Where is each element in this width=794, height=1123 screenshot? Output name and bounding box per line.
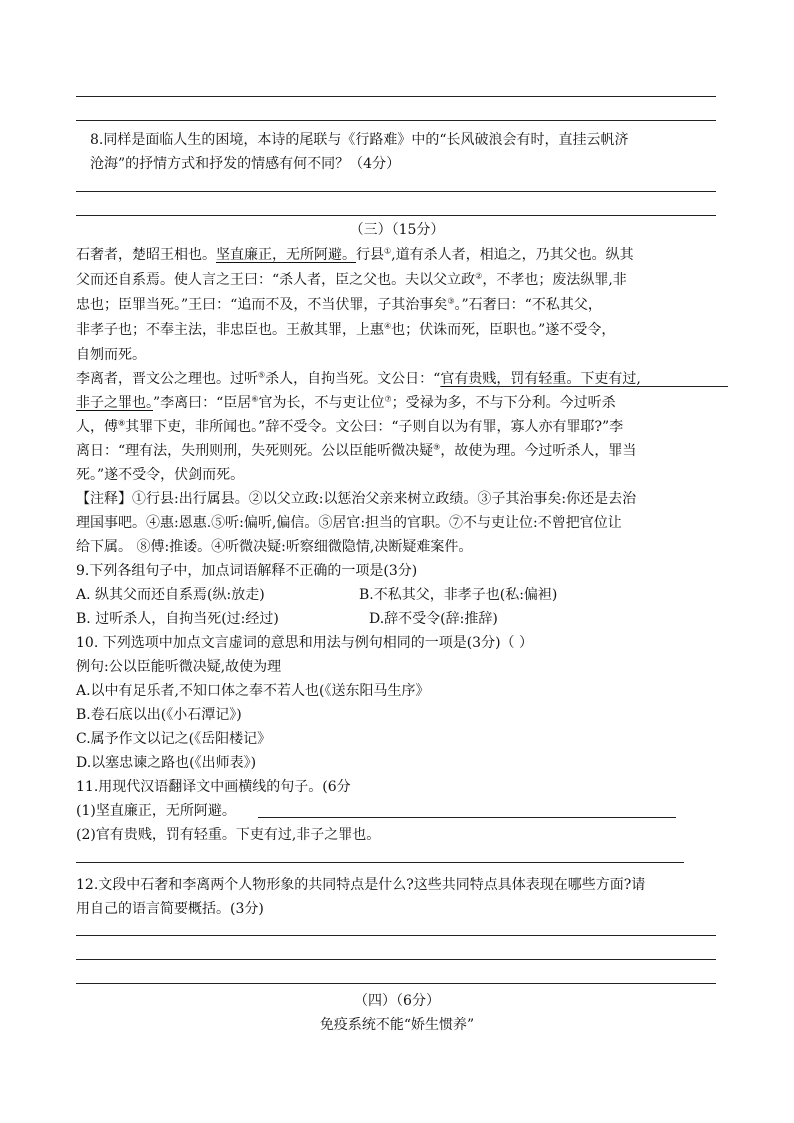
question-9-option-a: A. 纵其父而还自系焉(纵:放走)	[76, 587, 265, 603]
question-9-option-d: D.辞不受令(辞:推辞)	[369, 611, 498, 627]
answer-line	[76, 96, 716, 97]
notes-line: 【注释】①行县:出行属县。②以父立政:以惩治父亲来树立政绩。③子其治事矣:你还是去治	[76, 491, 637, 507]
section-3-header: （三）（15分）	[349, 222, 445, 238]
underline-extension	[470, 386, 728, 387]
underlined-sentence-2b: 非子之罪也。	[76, 395, 153, 411]
question-8-line2: 沧海”的抒情方式和抒发的情感有何不同？（4分）	[90, 156, 401, 172]
passage-1-line: 忠也；臣罪当死。”王曰：“追而不及，不当伏罪，子其治事矣③。”石奢曰：“不私其父，	[76, 296, 602, 313]
question-10-stem: 10. 下列选项中加点文言虚词的意思和用法与例句相同的一项是(3分)（ ）	[76, 635, 533, 651]
passage-1-line: 非孝子也；不奉主法，非忠臣也。王赦其罪，上惠④也；伏诛而死，臣职也。”遂不受令，	[76, 321, 616, 338]
question-10-option-c: C.属予作文以记之(《岳阳楼记》	[76, 731, 272, 747]
section-4-header: （四）（6分）	[354, 993, 440, 1009]
notes-line: 理国事吧。④惠:恩惠.⑤听:偏听,偏信。⑤居官:担当的官职。⑦不与吏让位:不曾把官位让	[76, 515, 622, 531]
question-10-option-d: D.以塞忠谏之路也(《出师表》)	[76, 755, 257, 771]
question-11-stem: 11.用现代汉语翻译文中画横线的句子。(6分	[76, 779, 351, 795]
answer-blank[interactable]	[258, 817, 676, 818]
passage-2-line: 非子之罪也。”李离曰：“臣居⑥官为长，不与吏让位⑦；受禄为多，不与下分利。今过听杀	[76, 394, 616, 411]
question-10-example: 例句:公以臣能听微决疑,故使为理	[76, 659, 282, 675]
passage-1-line: 自刎而死。	[76, 347, 146, 363]
question-8	[90, 128, 720, 176]
underlined-sentence-1: 坚直廉正，无所阿避。	[216, 247, 356, 263]
underlined-sentence-2: 官有贵贱，罚有轻重。下吏有过,	[440, 371, 641, 387]
question-9-stem: 9.下列各组句子中，加点词语解释不正确的一项是(3分)	[76, 563, 418, 579]
passage-1-line: 石奢者，楚昭王相也。坚直廉正，无所阿避。行县①,道有杀人者，相追之，乃其父也。纵其	[76, 246, 634, 263]
question-11-item-2: (2)官有贵贱，罚有轻重。下吏有过,非子之罪也。	[76, 827, 381, 843]
question-12-line2: 用自己的语言简要概括。(3分)	[76, 901, 264, 917]
answer-line	[76, 959, 716, 960]
answer-line	[76, 983, 716, 984]
answer-line	[76, 215, 716, 216]
question-9-option-b: B.不私其父，非孝子也(私:偏袒)	[359, 587, 558, 603]
answer-line	[76, 191, 716, 192]
question-8-line1: 8.同样是面临人生的困境，本诗的尾联与《行路难》中的“长风破浪会有时，直挂云帆济	[90, 132, 629, 148]
question-11-item-1: (1)坚直廉正，无所阿避。	[76, 803, 236, 819]
question-10-option-b: B.卷石底以出(《小石潭记》)	[76, 707, 242, 723]
answer-line	[76, 120, 716, 121]
question-10-option-a: A.以中有足乐者,不知口体之奉不若人也(《送东阳马生序》	[76, 683, 430, 699]
question-9-option-c: B. 过听杀人，自拘当死(过:经过)	[76, 611, 279, 627]
passage-2-line: 死。”遂不受令，伏剑而死。	[76, 467, 245, 483]
passage-1-line: 父而还自系焉。使人言之王曰：“杀人者，臣之父也。夫以父立政②，不孝也；废法纵罪,非	[76, 271, 627, 288]
notes-line: 给下属。 ⑧傅:推诿。④听微决疑:听察细微隐情,决断疑难案件。	[76, 539, 473, 555]
answer-line	[76, 935, 716, 936]
answer-blank[interactable]	[76, 862, 684, 863]
passage-2-line: 离日：“理有法，失刑则刑，失死则死。公以臣能听微决疑⑨，故使为理。今过听杀人，罪当	[76, 442, 637, 459]
question-12-line1: 12.文段中石奢和李离两个人物形象的共同特点是什么?这些共同特点具体表现在哪些方面?请	[76, 877, 646, 893]
passage-2-line: 李离者，晋文公之理也。过听⑤杀人，自拘当死。文公日：“官有贵贱，罚有轻重。下吏有过,	[76, 370, 641, 387]
passage-2-line: 人，傅⑧其罪下吏，非所闻也。”辞不受令。文公曰：“子则自以为有罪，寡人亦有罪耶?”李	[76, 418, 624, 435]
section-4-title: 免疫系统不能“娇生惯养”	[319, 1017, 475, 1033]
